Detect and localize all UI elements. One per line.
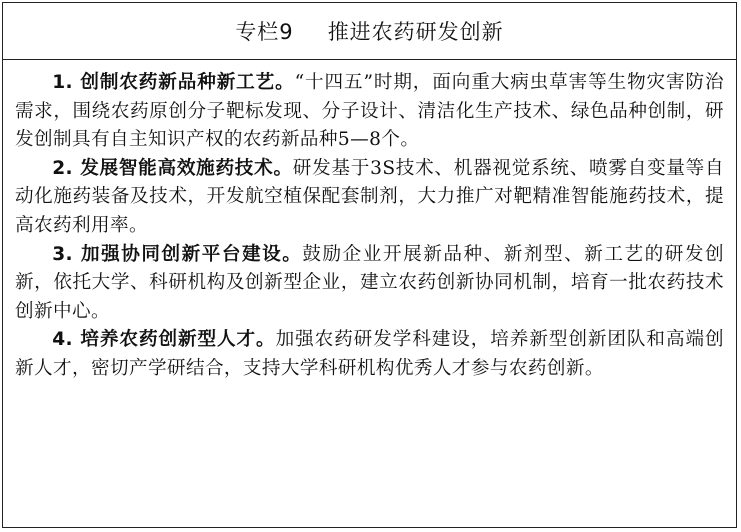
column-title: 推进农药研发创新 — [327, 20, 504, 44]
item-text: “十四五”时期，面向重大病虫草害等生物灾害防治需求，围绕农药原创分子靶标发现、分子设计、清洁化生产技术、绿色品种创制，研发创制具有自主知识产权的农药新品种5—8个。 — [15, 72, 724, 151]
item-text: 鼓励企业开展新品种、新剂型、新工艺的研发创新，依托大学、科研机构及创新型企业，建立农药创新协同机制，培育一批农药技术创新中心。 — [15, 243, 724, 322]
item-heading: 1. 创制农药新品种新工艺。 — [52, 72, 295, 93]
column-box — [2, 2, 737, 528]
column-body — [3, 60, 736, 384]
item-heading: 3. 加强协同创新平台建设。 — [52, 243, 303, 265]
item-text: 研发基于3S技术、机器视觉系统、喷雾自变量等自动化施药装备及技术，开发航空植保配套制剂，大力推广对靶精准智能施药技术，提高农药利用率。 — [15, 157, 724, 236]
column-header — [3, 3, 736, 60]
item-paragraph — [15, 69, 724, 155]
item-paragraph — [15, 241, 724, 327]
item-paragraph — [15, 326, 724, 383]
item-heading: 2. 发展智能高效施药技术。 — [52, 157, 293, 179]
column-label: 专栏9 — [235, 20, 294, 44]
item-heading: 4. 培养农药创新型人才。 — [52, 329, 276, 351]
item-text: 加强农药研发学科建设，培养新型创新团队和高端创新人才，密切产学研结合，支持大学科研机构优秀人才参与农药创新。 — [15, 329, 724, 379]
item-paragraph — [15, 155, 724, 241]
